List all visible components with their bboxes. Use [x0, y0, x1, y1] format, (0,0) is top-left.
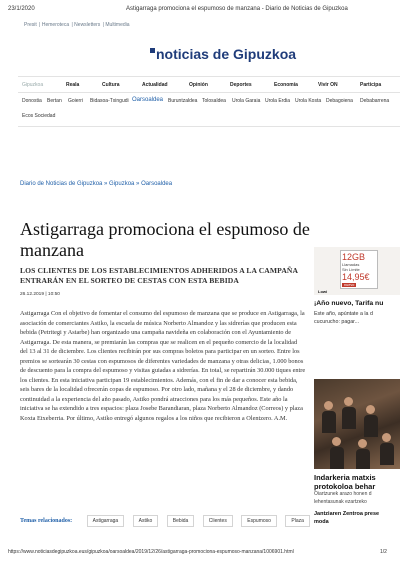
print-header: [8, 6, 392, 16]
sidebar-story-3-title-line-2: moda: [314, 519, 329, 525]
photo-person-body: [342, 407, 356, 429]
ad-line-calls: Llamadas: [342, 262, 360, 267]
nav-goierri[interactable]: Goierri: [68, 98, 84, 104]
nav-actualidad[interactable]: Actualidad: [142, 82, 168, 88]
top-links: Presit | Hemeroteca | Newsletters | Multimedia: [24, 22, 130, 28]
top-link-newsletters[interactable]: Newsletters: [74, 22, 101, 28]
nav-oarsoaldea[interactable]: Oarsoaldea: [132, 97, 164, 103]
tag-astigarraga[interactable]: Astigarraga: [87, 515, 125, 527]
print-page-title: Astigarraga promociona el espumoso de manzana - Diario de Noticias de Gipuzkoa: [126, 6, 348, 12]
nav-debabarrena[interactable]: Debabarrena: [360, 98, 390, 104]
sidebar-story-3-title[interactable]: [314, 510, 400, 526]
photo-person: [358, 439, 367, 448]
sidebar-story-1-text: [314, 310, 400, 326]
sidebar-story-2-line-1: Oiartzunek arazo honen d: [314, 491, 372, 497]
logo-text: noticias de Gipuzkoa: [156, 46, 297, 62]
nav-bertan[interactable]: Bertan: [47, 98, 62, 104]
tag-espumoso[interactable]: Espumoso: [241, 515, 277, 527]
tag-bebida[interactable]: Bebida: [167, 515, 195, 527]
nav-vivir-on[interactable]: Vivir ON: [318, 82, 338, 88]
sidebar-story-1-line-1: Este año, apúntate a la d: [314, 311, 373, 317]
section-nav: [22, 80, 400, 92]
divider: [18, 126, 400, 127]
breadcrumb[interactable]: Diario de Noticias de Gipuzkoa » Gipuzkoa » Oarsoaldea: [20, 181, 173, 187]
nav-participa[interactable]: Participa: [360, 82, 382, 88]
print-url: https://www.noticiasdegipuzkoa.eus/gipuzkoa/oarsoaldea/2019/12/26/astigarraga-promociona-espumoso-manzana/1006901.html: [8, 549, 294, 555]
tags-label: Temas relacionados:: [20, 517, 73, 524]
sidebar-story-3-title-line-1: Jantziaren Zentroa prese: [314, 511, 380, 517]
ad-price: 14,95€: [342, 272, 370, 282]
ad-badge: nuevo: [344, 283, 355, 287]
article-body: Astigarraga Con el objetivo de fomentar el consumo del espumoso de manzana que se produce en Astigarraga, la asociación de comerciantes Astiko, la escuela de música Norberto Almandoz y las sidrerías que producen esta bebida (Petritegi y Astarbe) han organizado una campaña navideña en colaboración con el Ayuntamiento de Astigarraga. De esta manera, se premiarán las compras que se realicen en el pequeño comercio de la localidad del 13 al 31 de diciembre. Los clientes recibirán por sus compras boletos para participar en un sorteo. Entre los premios se sortearán 30 cestas con espumosos de diferentes variedades de manzana y otras delicias, 1.000 bonos de descuento para la compra del espumoso y visitas guiadas a sidrerías. En total, se repartirán 30.000 tiques entre los clientes. En esta iniciativa participan 19 establecimientos. Además, con el fin de dar a conocer esta bebida, seis bares de la localidad ofrecerán copas de espumoso. Por otro lado, mañana y el 28 de diciembre, y dando continuidad a la experiencia del año pasado, Astiko pondrá atracciones para los más pequeños. Este año la iniciativa se ha extendido a tres espacios: plaza Josebe Barandiaran, plaza Norberto Almandoz (Correos) y plaza Koxta Etxeberria. Por último, Astiko entregó algunos regalos a los niños que recibieron a Olentzero. A.M.: [20, 310, 306, 423]
photo-person: [344, 397, 353, 406]
nav-buruntzaldea[interactable]: Buruntzaldea: [168, 98, 198, 104]
ad-line-unlimited: Sin Límite: [342, 267, 360, 272]
sidebar-story-2-text: [314, 491, 400, 506]
nav-urola-kosta[interactable]: Urola Kosta: [295, 98, 322, 104]
related-tags: [20, 512, 314, 524]
top-link-presit[interactable]: Presit: [24, 22, 37, 28]
nav-urola-erdia[interactable]: Urola Erdia: [265, 98, 291, 104]
photo-person: [324, 401, 333, 410]
photo-person: [382, 433, 391, 442]
tag-clientes[interactable]: Clientes: [203, 515, 233, 527]
nav-gipuzkoa[interactable]: Gipuzkoa: [22, 82, 44, 88]
sidebar-story-photo[interactable]: [314, 379, 400, 469]
sidebar-story-2-title[interactable]: [314, 473, 400, 491]
site-logo[interactable]: [150, 46, 296, 62]
nav-bidasoa-txingudi[interactable]: Bidasoa-Txingudi: [90, 98, 129, 104]
photo-person-body: [322, 411, 336, 433]
nav-deportes[interactable]: Deportes: [230, 82, 252, 88]
nav-economia[interactable]: Economía: [274, 82, 298, 88]
sidebar-ad[interactable]: [314, 247, 400, 295]
sidebar-story-2-line-2: lehentasunak ezartzeko: [314, 498, 367, 505]
photo-person: [366, 405, 375, 414]
sidebar-story-1-title[interactable]: ¡Año nuevo, Tarifa nu: [314, 300, 384, 307]
divider: [18, 76, 400, 77]
town-nav: [22, 96, 400, 108]
photo-person: [332, 437, 341, 446]
nav-donostia[interactable]: Donostia: [22, 98, 42, 104]
ad-price-data: 12GB: [342, 252, 366, 262]
nav-tolosaldea[interactable]: Tolosaldea: [202, 98, 226, 104]
tag-plaza[interactable]: Plaza: [285, 515, 310, 527]
sidebar-story-2-title-line-1: Indarkeria matxis: [314, 473, 376, 482]
photo-person-body: [364, 415, 378, 437]
article-subhead: LOS CLIENTES DE LOS ESTABLECIMIENTOS ADHERIDOS A LA CAMPAÑA ENTRARÁN EN EL SORTEO DE CESTAS CON ESTA BEBIDA: [20, 266, 298, 285]
ad-brand: Lowi: [318, 289, 328, 294]
nav-ecos-sociedad[interactable]: Ecos Sociedad: [22, 113, 56, 119]
article-dateline: 26.12.2019 | 10:50: [20, 292, 60, 297]
nav-cultura[interactable]: Cultura: [102, 82, 120, 88]
photo-person-body: [380, 443, 394, 465]
print-page-number: 1/2: [380, 549, 387, 555]
top-link-hemeroteca[interactable]: Hemeroteca: [41, 22, 70, 28]
divider: [18, 92, 400, 93]
top-link-multimedia[interactable]: Multimedia: [105, 22, 130, 28]
print-footer: [8, 549, 400, 555]
sidebar-story-2-title-line-2: protokoloa behar: [314, 482, 376, 491]
ad-tariff-card: [340, 250, 378, 289]
nav-opinion[interactable]: Opinión: [189, 82, 208, 88]
article-headline: Astigarraga promociona el espumoso de manzana: [20, 219, 310, 260]
nav-urola-garaia[interactable]: Urola Garaia: [232, 98, 261, 104]
nav-reala[interactable]: Reala: [66, 82, 80, 88]
logo-mark-icon: [150, 48, 155, 53]
photo-person-body: [330, 447, 344, 469]
nav-debagoiena[interactable]: Debagoiena: [326, 98, 353, 104]
print-date: 23/1/2020: [8, 6, 35, 12]
sidebar-story-1-line-2: cucurucho: pagar...: [314, 319, 360, 325]
tag-astiko[interactable]: Astiko: [133, 515, 159, 527]
photo-person-body: [356, 449, 370, 469]
